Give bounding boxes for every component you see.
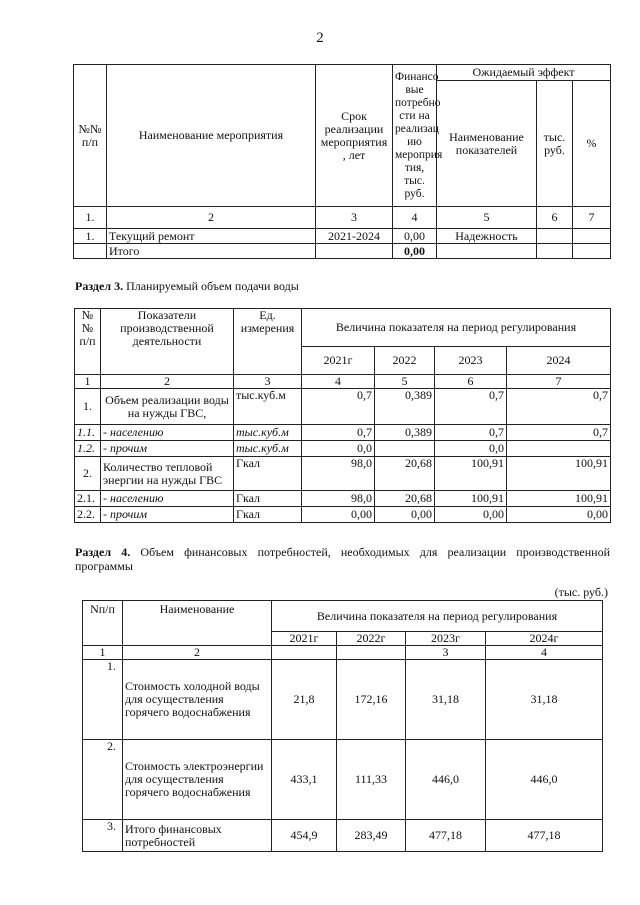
t3-cell-2022: 283,49 xyxy=(337,820,406,852)
t3-cell-2024: 477,18 xyxy=(486,820,603,852)
t3-year-2022: 2022г xyxy=(337,632,406,646)
t1-header-thousand: тыс. руб. xyxy=(537,81,573,207)
section3-heading xyxy=(75,279,299,293)
t2-index-cell: 7 xyxy=(507,375,611,389)
t2-cell-2021: 0,7 xyxy=(302,425,375,441)
t1-total-num xyxy=(74,244,107,259)
t2-cell-2023: 100,91 xyxy=(435,491,507,507)
t2-cell-2021: 0,7 xyxy=(302,389,375,425)
t2-row-unit: тыс.куб.м xyxy=(234,425,302,441)
t2-index-cell: 5 xyxy=(375,375,435,389)
t1-total-term xyxy=(316,244,393,259)
t2-cell-2023: 0,00 xyxy=(435,507,507,523)
financial-needs-table xyxy=(82,600,603,852)
t3-index-empty xyxy=(337,646,406,660)
t3-row-num: 2. xyxy=(83,740,123,820)
t1-row-thousand xyxy=(537,229,573,244)
t2-cell-2024: 0,00 xyxy=(507,507,611,523)
t2-cell-2021: 0,00 xyxy=(302,507,375,523)
t3-cell-2021: 454,9 xyxy=(272,820,337,852)
t1-header-term: Срок реализации мероприятия , лет xyxy=(316,65,393,207)
t2-cell-2023: 0,0 xyxy=(435,441,507,457)
t2-row-num: 1. xyxy=(75,389,101,425)
t1-header-num: №№ п/п xyxy=(74,65,107,207)
t2-index-cell: 2 xyxy=(101,375,234,389)
t3-cell-2023: 31,18 xyxy=(406,660,486,740)
t2-cell-2024: 100,91 xyxy=(507,457,611,491)
t3-row-name: Стоимость электроэнергии для осуществления горячего водоснабжения xyxy=(123,740,272,820)
t2-row-num: 2. xyxy=(75,457,101,491)
t1-row-indicator: Надежность xyxy=(437,229,537,244)
t1-total-percent xyxy=(573,244,611,259)
t2-row-num: 1.1. xyxy=(75,425,101,441)
t2-row-name: Количество тепловой энергии на нужды ГВС xyxy=(101,457,234,491)
t2-cell-2022 xyxy=(375,441,435,457)
t2-cell-2023: 0,7 xyxy=(435,425,507,441)
t1-index-cell: 5 xyxy=(437,207,537,229)
t1-index-cell: 6 xyxy=(537,207,573,229)
t2-year-2022: 2022 xyxy=(375,347,435,375)
water-supply-table xyxy=(74,308,611,523)
t1-total-thousand xyxy=(537,244,573,259)
t2-cell-2021: 98,0 xyxy=(302,457,375,491)
t3-index-cell: 4 xyxy=(486,646,603,660)
t2-row-unit: Гкал xyxy=(234,457,302,491)
t2-cell-2022: 20,68 xyxy=(375,491,435,507)
t3-header-name: Наименование xyxy=(123,601,272,646)
t2-cell-2023: 100,91 xyxy=(435,457,507,491)
t1-index-cell: 2 xyxy=(107,207,316,229)
t3-row-name: Итого финансовых потребностей xyxy=(123,820,272,852)
t1-row-num: 1. xyxy=(74,229,107,244)
t2-cell-2024: 0,7 xyxy=(507,389,611,425)
t2-row-name: - населению xyxy=(101,425,234,441)
t3-year-2021: 2021г xyxy=(272,632,337,646)
t2-cell-2024 xyxy=(507,441,611,457)
t3-cell-2022: 111,33 xyxy=(337,740,406,820)
t1-total-indicator xyxy=(437,244,537,259)
t2-cell-2022: 0,00 xyxy=(375,507,435,523)
t1-row-term: 2021-2024 xyxy=(316,229,393,244)
activities-table xyxy=(73,64,611,259)
t1-index-cell: 3 xyxy=(316,207,393,229)
t2-cell-2022: 0,389 xyxy=(375,389,435,425)
t2-index-cell: 1 xyxy=(75,375,101,389)
t2-cell-2021: 0,0 xyxy=(302,441,375,457)
t2-row-num: 2.1. xyxy=(75,491,101,507)
t3-index-cell: 1 xyxy=(83,646,123,660)
t2-row-name: - населению xyxy=(101,491,234,507)
page-number: 2 xyxy=(316,30,324,46)
t2-row-num: 2.2. xyxy=(75,507,101,523)
t2-row-name: - прочим xyxy=(101,507,234,523)
t3-row-name: Стоимость холодной воды для осуществления горячего водоснабжения xyxy=(123,660,272,740)
units-note: (тыс. руб.) xyxy=(554,585,608,599)
t3-index-cell: 2 xyxy=(123,646,272,660)
t2-year-2021: 2021г xyxy=(302,347,375,375)
t2-row-unit: Гкал xyxy=(234,507,302,523)
t2-row-unit: тыс.куб.м xyxy=(234,441,302,457)
t2-cell-2023: 0,7 xyxy=(435,389,507,425)
t3-cell-2021: 21,8 xyxy=(272,660,337,740)
t1-row-fin: 0,00 xyxy=(393,229,437,244)
t2-row-name: Объем реализации воды на нужды ГВС, xyxy=(101,389,234,425)
t2-row-num: 1.2. xyxy=(75,441,101,457)
t2-year-2023: 2023 xyxy=(435,347,507,375)
t3-index-cell: 3 xyxy=(406,646,486,660)
t2-index-cell: 4 xyxy=(302,375,375,389)
t2-row-name: - прочим xyxy=(101,441,234,457)
t2-row-unit: Гкал xyxy=(234,491,302,507)
t1-row-name: Текущий ремонт xyxy=(107,229,316,244)
section4-title: Объем финансовых потребностей, необходимых для реализации производственной программы xyxy=(75,545,610,573)
t2-cell-2024: 100,91 xyxy=(507,491,611,507)
t3-header-value: Величина показателя на период регулирования xyxy=(272,601,603,632)
t1-total-name: Итого xyxy=(107,244,316,259)
t3-cell-2023: 446,0 xyxy=(406,740,486,820)
t1-header-effect: Ожидаемый эффект xyxy=(437,65,611,81)
t1-header-name: Наименование мероприятия xyxy=(107,65,316,207)
t3-header-num: Nп/п xyxy=(83,601,123,646)
t1-index-cell: 1. xyxy=(74,207,107,229)
section4-label: Раздел 4. xyxy=(75,545,131,559)
t2-cell-2022: 20,68 xyxy=(375,457,435,491)
t3-row-num: 1. xyxy=(83,660,123,740)
t2-header-unit: Ед. измерения xyxy=(234,309,302,375)
t2-row-unit: тыс.куб.м xyxy=(234,389,302,425)
t2-index-cell: 3 xyxy=(234,375,302,389)
t2-year-2024: 2024 xyxy=(507,347,611,375)
t3-year-2024: 2024г xyxy=(486,632,603,646)
t1-header-fin: Финансо вые потребно сти на реализац ию мероприя тия, тыс. руб. xyxy=(393,65,437,207)
t2-index-cell: 6 xyxy=(435,375,507,389)
t2-header-num: № № п/п xyxy=(75,309,101,375)
t3-cell-2023: 477,18 xyxy=(406,820,486,852)
t2-cell-2024: 0,7 xyxy=(507,425,611,441)
t1-index-cell: 4 xyxy=(393,207,437,229)
t1-row-percent xyxy=(573,229,611,244)
t3-year-2023: 2023г xyxy=(406,632,486,646)
t3-cell-2022: 172,16 xyxy=(337,660,406,740)
t2-header-indicator: Показатели производственной деятельности xyxy=(101,309,234,375)
t3-index-empty xyxy=(272,646,337,660)
t3-cell-2021: 433,1 xyxy=(272,740,337,820)
t1-header-indicator: Наименование показателей xyxy=(437,81,537,207)
t1-index-cell: 7 xyxy=(573,207,611,229)
t1-total-fin: 0,00 xyxy=(393,244,437,259)
section4-heading xyxy=(75,545,610,573)
t2-header-value: Величина показателя на период регулирования xyxy=(302,309,611,347)
t3-cell-2024: 446,0 xyxy=(486,740,603,820)
section3-title: Планируемый объем подачи воды xyxy=(126,279,299,293)
t3-cell-2024: 31,18 xyxy=(486,660,603,740)
t2-cell-2021: 98,0 xyxy=(302,491,375,507)
t2-cell-2022: 0,389 xyxy=(375,425,435,441)
section3-label: Раздел 3. xyxy=(75,279,124,293)
t1-header-percent: % xyxy=(573,81,611,207)
t3-row-num: 3. xyxy=(83,820,123,852)
